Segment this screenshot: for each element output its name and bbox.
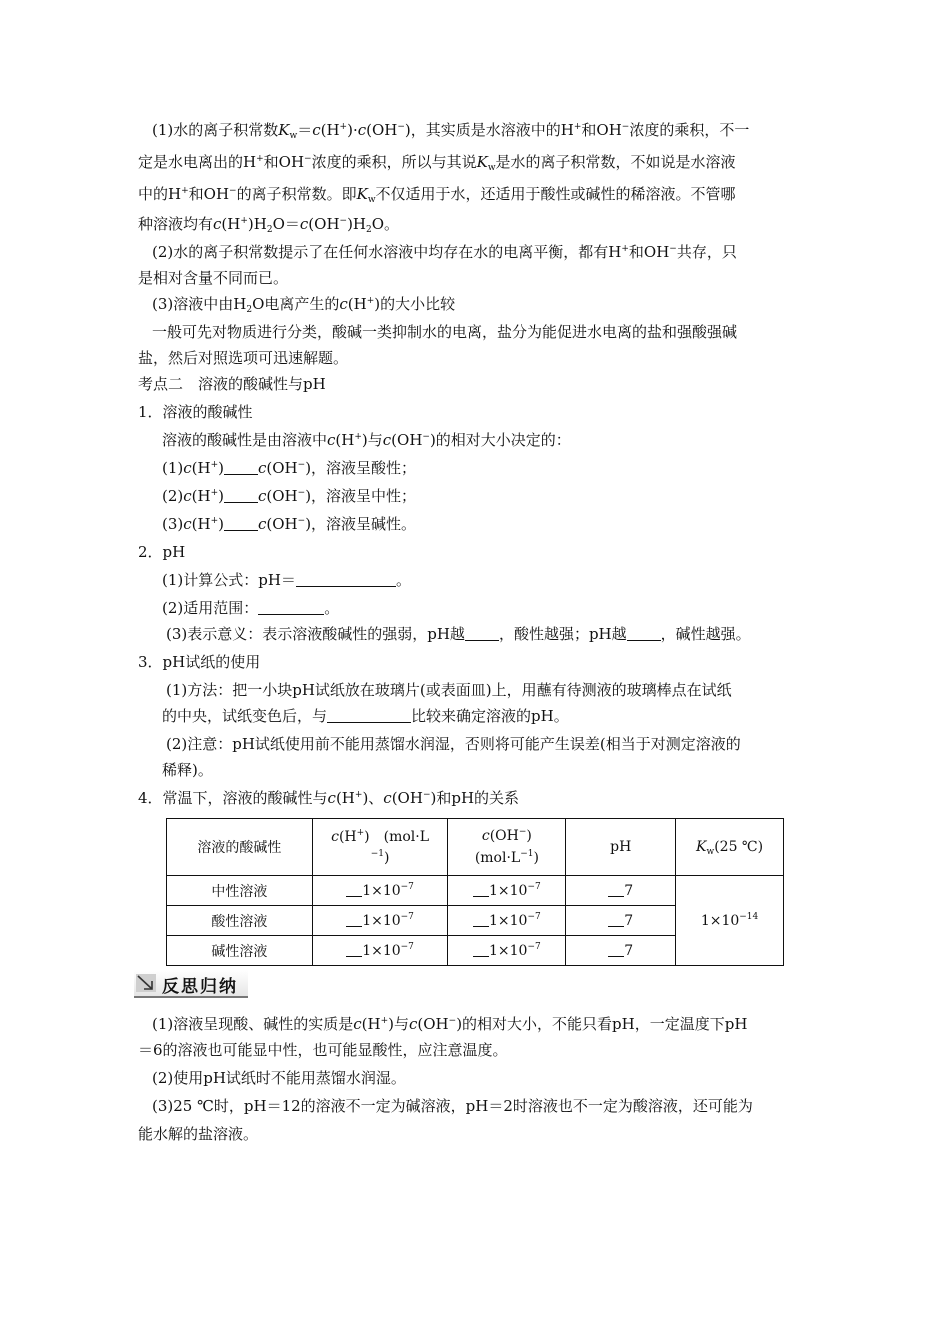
answer-blank[interactable]	[473, 942, 489, 957]
reflect-item3-line2: 能水解的盐溶液。	[138, 1125, 259, 1143]
para3-line1: (3)溶液中由$H_2O$电离产生的c(H+)的大小比较	[152, 295, 456, 315]
answer-blank[interactable]	[296, 572, 396, 587]
para3-line3: 盐，然后对照选项可迅速解题。	[138, 349, 349, 367]
row-coh: $1\times 10^{-7}$	[448, 936, 566, 966]
row-ch: $1\times 10^{-7}$	[312, 936, 448, 966]
s2-heading: 2．pH	[138, 543, 186, 561]
header-ph: pH	[566, 819, 676, 876]
s3-item1-line1: (1)方法：把一小块pH试纸放在玻璃片(或表面皿)上，用蘸有待测液的玻璃棒点在试纸	[166, 681, 732, 699]
row-name: 酸性溶液	[167, 906, 313, 936]
para1-line3: 中的H+和OH−的离子积常数。即$K_w$不仅适用于水，还适用于酸性或碱性的稀溶液。不管哪	[138, 185, 736, 205]
para1-line4: 种溶液均有$c(H^+)H_2O=c(OH^-)H_2O$。	[138, 215, 400, 235]
s1-item-1: (1)c(H+) c(OH−)，溶液呈酸性；	[162, 459, 417, 477]
table-header-row	[167, 819, 784, 876]
para1-line1: (1)水的离子积常数$K_w=c(H^+)\cdot c(OH^-)$，其实质是水溶液中的H+和OH−浓度的乘积，不一	[152, 121, 750, 141]
s3-item2-line1: (2)注意：pH试纸使用前不能用蒸馏水润湿，否则将可能产生误差(相当于对测定溶液的	[166, 735, 741, 753]
row-ph: 7	[566, 936, 676, 966]
reflect-item2: (2)使用pH试纸时不能用蒸馏水润湿。	[152, 1069, 406, 1087]
para2-line1: (2)水的离子积常数提示了在任何水溶液中均存在水的电离平衡，都有H+和OH−共存，只	[152, 243, 737, 261]
answer-blank[interactable]	[608, 942, 624, 957]
row-ch: $1\times 10^{-7}$	[312, 876, 448, 906]
reflect-header	[134, 970, 248, 998]
kw-value: $1\times 10^{-14}$	[676, 876, 784, 966]
row-name: 碱性溶液	[167, 936, 313, 966]
s1-item-3: (3)c(H+) c(OH−)，溶液呈碱性。	[162, 515, 417, 533]
row-coh: $1\times 10^{-7}$	[448, 906, 566, 936]
answer-blank[interactable]	[608, 912, 624, 927]
acidity-table	[166, 818, 784, 966]
reflect-title: 反思归纳	[162, 977, 238, 997]
answer-blank[interactable]	[465, 626, 499, 641]
answer-blank[interactable]	[224, 488, 258, 503]
answer-blank[interactable]	[258, 600, 324, 615]
answer-blank[interactable]	[473, 912, 489, 927]
row-ch: $1\times 10^{-7}$	[312, 906, 448, 936]
row-ph: 7	[566, 906, 676, 936]
answer-blank[interactable]	[327, 708, 411, 723]
s4-heading: 4．常温下，溶液的酸碱性与c(H+)、c(OH−)和pH的关系	[138, 789, 520, 807]
header-ch: c(H+) (mol·L $^{-1}$)	[312, 819, 448, 876]
para3-line2: 一般可先对物质进行分类，酸碱一类抑制水的电离，盐分为能促进水电离的盐和强酸强碱	[152, 323, 738, 341]
reflect-item1-line1: (1)溶液呈现酸、碱性的实质是c(H+)与c(OH−)的相对大小，不能只看pH，一定温度下pH	[152, 1015, 748, 1033]
row-name: 中性溶液	[167, 876, 313, 906]
table-row	[167, 876, 784, 906]
answer-blank[interactable]	[346, 912, 362, 927]
s1-heading: 1．溶液的酸碱性	[138, 403, 253, 421]
reflect-item1-line2: ＝6的溶液也可能显中性，也可能显酸性，应注意温度。	[138, 1041, 508, 1059]
row-ph: 7	[566, 876, 676, 906]
s3-item1-line2: 的中央，试纸变色后，与 比较来确定溶液的pH。	[162, 707, 569, 725]
header-acidity: 溶液的酸碱性	[167, 819, 313, 876]
reflect-item3-line1: (3)25 ℃时，pH＝12的溶液不一定为碱溶液，pH＝2时溶液也不一定为酸溶液，还可能为	[152, 1097, 753, 1115]
answer-blank[interactable]	[346, 882, 362, 897]
s1-intro: 溶液的酸碱性是由溶液中c(H+)与c(OH−)的相对大小决定的：	[162, 431, 571, 449]
header-kw: $K_w(25$ ℃)	[676, 819, 784, 876]
s3-heading: 3．pH试纸的使用	[138, 653, 261, 671]
row-coh: $1\times 10^{-7}$	[448, 876, 566, 906]
s3-item2-line2: 稀释)。	[162, 761, 213, 779]
corner-arrow-icon	[136, 974, 156, 992]
answer-blank[interactable]	[224, 516, 258, 531]
section-title: 考点二 溶液的酸碱性与pH	[138, 375, 326, 393]
s1-item-2: (2)c(H+) c(OH−)，溶液呈中性；	[162, 487, 417, 505]
para1-line2: 定是水电离出的H+和OH−浓度的乘积，所以与其说$K_w$是水的离子积常数，不如说是水溶液	[138, 153, 736, 173]
answer-blank[interactable]	[224, 460, 258, 475]
header-coh: c(OH−) $(mol\cdot L^{-1})$	[448, 819, 566, 876]
para2-line2: 是相对含量不同而已。	[138, 269, 289, 287]
answer-blank[interactable]	[608, 882, 624, 897]
answer-blank[interactable]	[627, 626, 661, 641]
s2-item-3: (3)表示意义：表示溶液酸碱性的强弱，pH越 ，酸性越强；pH越 ，碱性越强。	[166, 625, 751, 643]
s2-item-1: (1)计算公式：pH＝ 。	[162, 571, 411, 589]
s2-item-2: (2)适用范围： 。	[162, 599, 340, 617]
answer-blank[interactable]	[346, 942, 362, 957]
answer-blank[interactable]	[473, 882, 489, 897]
